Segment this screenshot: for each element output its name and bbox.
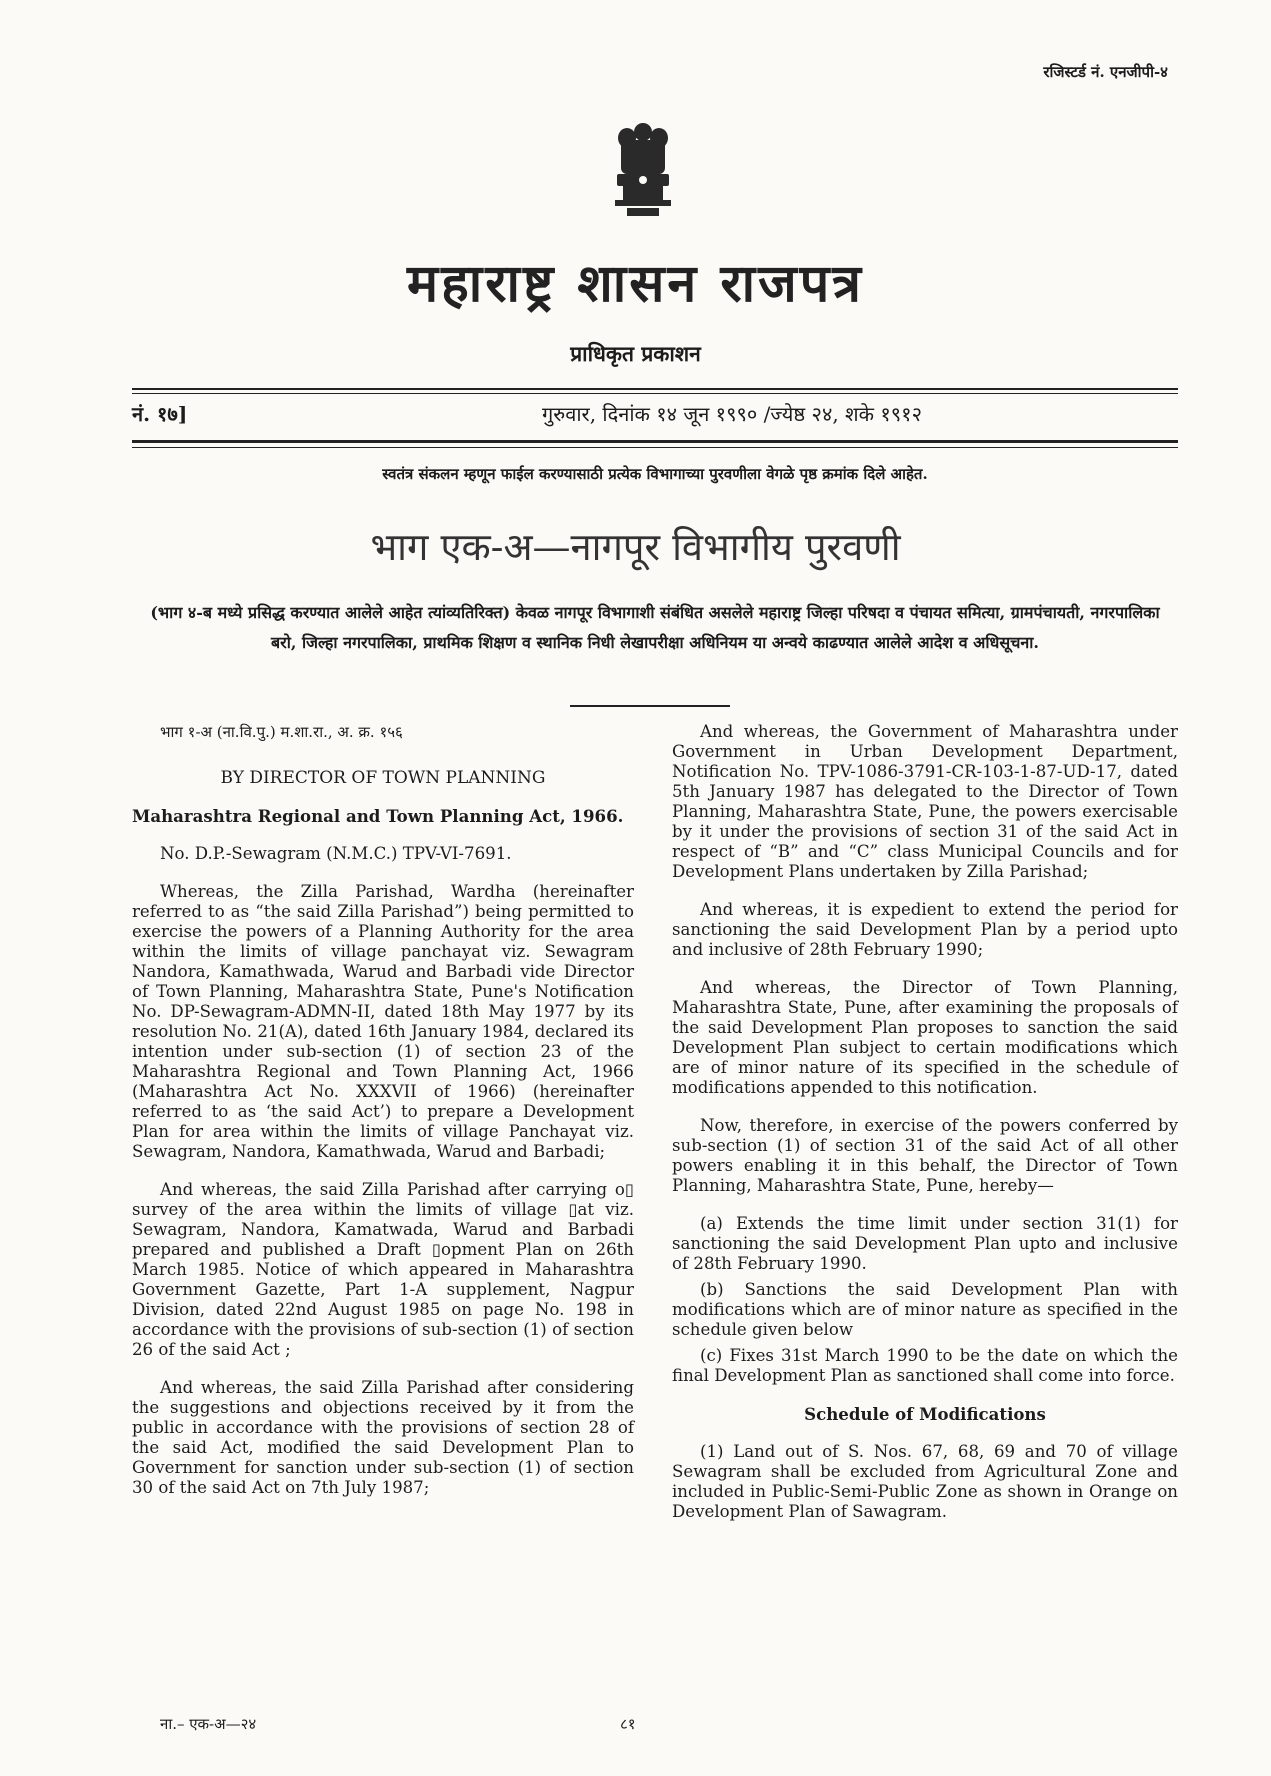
right-column (672, 722, 1178, 1540)
notification-number: No. D.P.-Sewagram (N.M.C.) TPV-VI-7691. (160, 844, 512, 863)
divider (570, 705, 730, 707)
divider (132, 440, 1178, 443)
reference-number: भाग १-अ (ना.वि.पु.) म.शा.रा., अ. क्र. १५६ (160, 723, 403, 741)
paragraph: Whereas, the Zilla Parishad, Wardha (hereinafter referred to as “the said Zilla Parishad”) being permitted to exercise the powers of a Planning Authority for the area within the limits of village panchayat viz. Sewagram Nandora, Kamathwada, Warud and Barbadi vide Director of Town Planning, Maharashtra State, Pune's Notification No. DP-Sewagram-ADMN-II, dated 18th May 1977 by its resolution No. 21(A), dated 16th January 1984, declared its intention under sub-section (1) of section 23 of the Maharashtra Regional and Town Planning Act, 1966 (Maharashtra Act No. XXXVII of 1966) (hereinafter referred to as ‘the said Act’) to prepare a Development Plan for area within the limits of village Panchayat viz. Sewagram, Nandora, Kamathwada, Warud and Barbadi; (132, 882, 634, 1161)
issue-line (132, 400, 1178, 430)
clause-b: (b) Sanctions the said Development Plan with modifications which are of minor nature as specified in the schedule given below (672, 1280, 1178, 1339)
gazette-masthead: महाराष्ट्र शासन राजपत्र (407, 253, 864, 314)
registration-number: रजिस्टर्ड नं. एनजीपी-४ (1043, 63, 1168, 81)
footer-left: ना.– एक-अ—२४ (160, 1715, 257, 1733)
schedule-title: Schedule of Modifications (804, 1404, 1046, 1424)
divider (132, 388, 1178, 390)
paragraph: Now, therefore, in exercise of the powers conferred by sub-section (1) of section 31 of the said Act of all other powers enabling it in this behalf, the Director of Town Planning, Maharashtra State, Pune, hereby— (672, 1116, 1178, 1195)
schedule-item: (1) Land out of S. Nos. 67, 68, 69 and 70 of village Sewagram shall be excluded from Agricultural Zone and included in Public-Semi-Public Zone as shown in Orange on Development Plan of Sawagram. (672, 1442, 1178, 1521)
act-title: Maharashtra Regional and Town Planning Act, 1966. (132, 806, 624, 826)
section-heading: BY DIRECTOR OF TOWN PLANNING (220, 768, 546, 788)
clause-a: (a) Extends the time limit under section 31(1) for sanctioning the said Development Plan upto and inclusive of 28th February 1990. (672, 1214, 1178, 1273)
part-intro: (भाग ४-ब मध्ये प्रसिद्ध करण्यात आलेले आहेत त्यांव्यतिरिक्त) केवळ नागपूर विभागाशी संबंधित असलेले महाराष्ट्र जिल्हा परिषदा व पंचायत समित्या, ग्रामपंचायती, नगरपालिका बरो, जिल्हा नगरपालिका, प्राथमिक शिक्षण व स्थानिक निधी लेखापरीक्षा अधिनियम या अन्वये काढण्यात आलेले आदेश व अधिसूचना. (150, 603, 1160, 652)
paragraph: And whereas, the said Zilla Parishad after considering the suggestions and objections received by it from the public in accordance with the provisions of section 28 of the said Act, modified the said Development Plan to Government for sanction under sub-section (1) of section 30 of the said Act on 7th July 1987; (132, 1378, 634, 1497)
authority-line: प्राधिकृत प्रकाशन (570, 341, 701, 366)
left-column (132, 722, 634, 1516)
divider (132, 393, 1178, 394)
paragraph: And whereas, the said Zilla Parishad after carrying o▯ survey of the area within the limits of village ▯at viz. Sewagram, Nandora, Kamatwada, Warud and Barbadi prepared and published a Draft ▯opment Plan on 26th March 1985. Notice of which appeared in Maharashtra Government Gazette, Part 1-A supplement, Nagpur Division, dated 22nd August 1985 on page No. 198 in accordance with the provisions of sub-section (1) of section 26 of the said Act ; (132, 1180, 634, 1359)
divider (132, 447, 1178, 448)
clause-c: (c) Fixes 31st March 1990 to be the date on which the final Development Plan as sanctioned shall come into force. (672, 1346, 1178, 1385)
part-title: भाग एक-अ—नागपूर विभागीय पुरवणी (370, 525, 901, 569)
separate-paging-note: स्वतंत्र संकलन म्हणून फाईल करण्यासाठी प्रत्येक विभागाच्या पुरवणीला वेगळे पृष्ठ क्रमांक दिले आहेत. (382, 465, 928, 483)
issue-date: गुरुवार, दिनांक १४ जून १९९० /ज्येष्ठ २४, शके १९१२ (542, 402, 922, 426)
paragraph: And whereas, the Government of Maharashtra under Government in Urban Development Department, Notification No. TPV-1086-3791-CR-103-1-87-UD-17, dated 5th January 1987 has delegated to the Director of Town Planning, Maharashtra State, Pune, the powers exercisable by it under the provisions of section 31 of the said Act in respect of “B” and “C” class Municipal Councils and for Development Plans undertaken by Zilla Parishad; (672, 722, 1178, 881)
state-emblem-icon (603, 118, 683, 228)
issue-number: नं. १७] (132, 402, 188, 426)
page-number: ८१ (620, 1715, 636, 1733)
paragraph: And whereas, it is expedient to extend the period for sanctioning the said Development Plan by a period upto and inclusive of 28th February 1990; (672, 900, 1178, 959)
paragraph: And whereas, the Director of Town Planning, Maharashtra State, Pune, after examining the proposals of the said Development Plan proposes to sanction the said Development Plan subject to certain modifications which are of minor nature of its specified in the schedule of modifications appended to this notification. (672, 978, 1178, 1097)
